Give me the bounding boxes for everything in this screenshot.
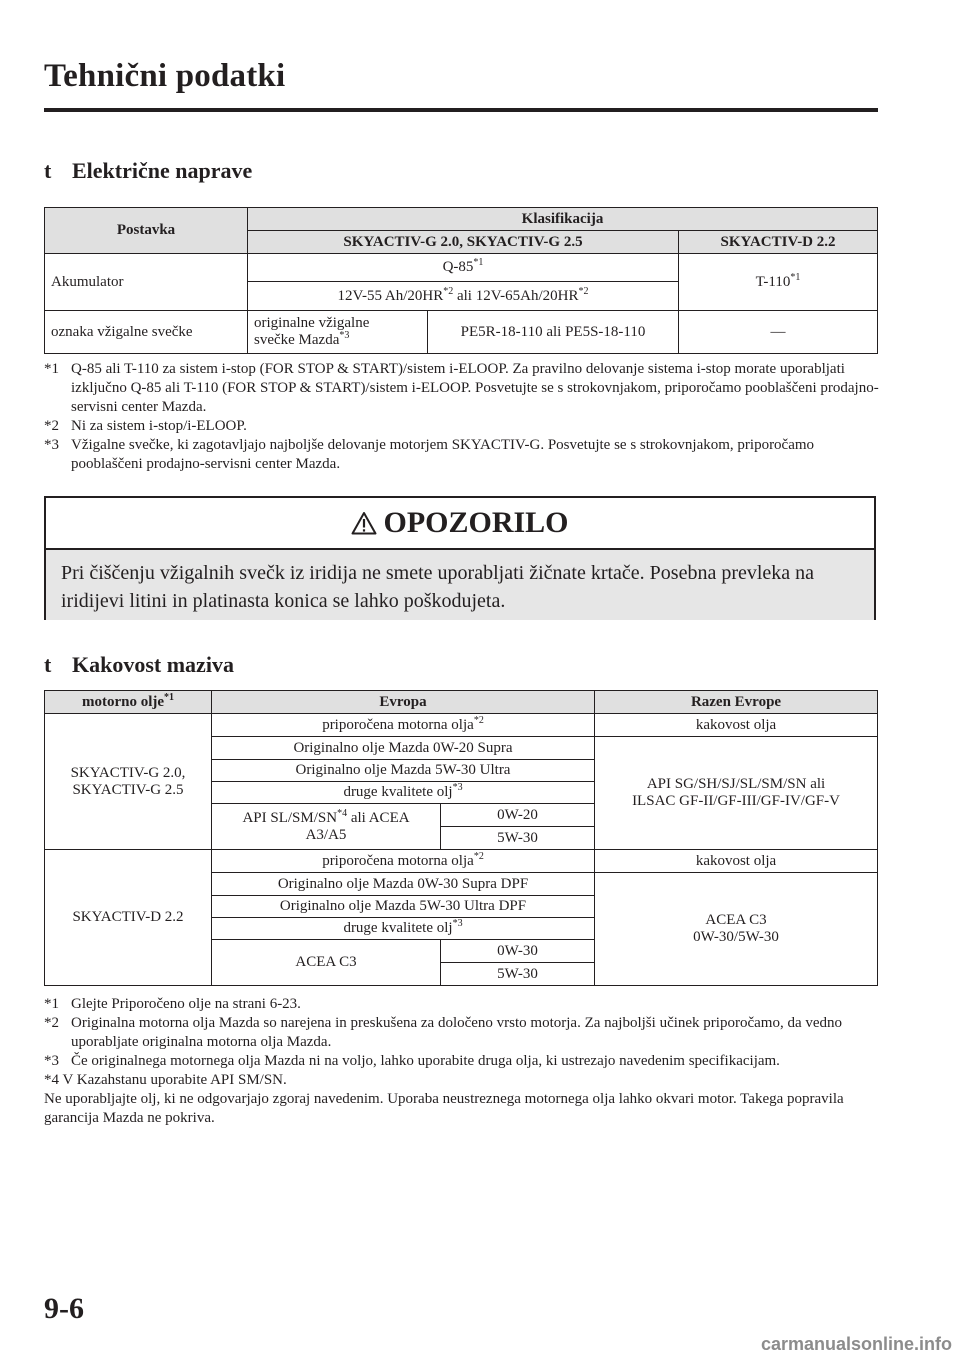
lubricant-note-1: *1 Glejte Priporočeno olje na strani 6-23. [44, 996, 301, 1012]
lubricant-note-3: *3 Če originalnega motornega olja Mazda ni na voljo, lahko uporabite druga olja, ki ustrezajo navedenim specifikacijam. [44, 1053, 780, 1069]
diesel-acea-spec: ACEA C3 [212, 940, 441, 986]
electrical-title-text: Električne naprave [72, 158, 253, 183]
warning-header [46, 498, 874, 550]
page-title: Tehnični podatki [44, 58, 286, 94]
diesel-viscosity-1: 0W-30 [441, 940, 595, 963]
electrical-head-diesel: SKYACTIV-D 2.2 [679, 231, 878, 254]
gasoline-outside-spec: API SG/SH/SJ/SL/SM/SN ali ILSAC GF-II/GF-III/GF-IV/GF-V [595, 737, 878, 850]
header-rule [44, 108, 878, 112]
spark-plug-diesel: — [679, 311, 878, 354]
electrical-section-title [44, 158, 252, 184]
section-bullet-icon: t [44, 652, 52, 677]
electrical-table [44, 207, 878, 354]
gasoline-api-spec: API SL/SM/SN$^{*4}$ ali ACEA A3/A5 [212, 804, 441, 850]
battery-diesel: T-110$^{*1}$ [679, 254, 878, 311]
lubricant-note-2: *2 Originalna motorna olja Mazda so narejena in preskušena za določeno vrsto motorja. Za najboljši učinek priporočamo, da vedno uporabljate originalna motorna olja Mazda. [44, 1015, 843, 1050]
lubricant-section-title [44, 652, 234, 678]
lubricant-notes [44, 995, 880, 1128]
gasoline-engine: SKYACTIV-G 2.0, SKYACTIV-G 2.5 [45, 714, 212, 850]
gasoline-viscosity-2: 5W-30 [441, 827, 595, 850]
warning-title: OPOZORILO [383, 506, 569, 539]
diesel-recommended: priporočena motorna olja$^{*2}$ [212, 850, 595, 873]
section-bullet-icon: t [44, 158, 52, 183]
battery-gasoline-row1: Q-85$^{*1}$ [248, 254, 679, 282]
diesel-viscosity-2: 5W-30 [441, 963, 595, 986]
electrical-head-gasoline: SKYACTIV-G 2.0, SKYACTIV-G 2.5 [248, 231, 679, 254]
warning-body: Pri čiščenju vžigalnih svečk iz iridija ne smete uporabljati žičnate krtače. Posebna prevleka na iridijevi litini in platinasta konica se lahko poškodujeta. [46, 550, 874, 620]
electrical-head-classification: Klasifikacija [248, 208, 878, 231]
electrical-note-3: *3 Vžigalne svečke, ki zagotavljajo najboljše delovanje motorjem SKYACTIV-G. Posvetujte se s strokovnjakom, priporočamo pooblaščeni prodajno-servisni center Mazda. [44, 437, 815, 472]
electrical-note-2: *2 Ni za sistem i-stop/i-ELOOP. [44, 418, 247, 434]
lubricant-closing-text: Ne uporabljajte olj, ki ne odgovarjajo zgoraj navedenim. Uporaba neustreznega motornega olja lahko okvari motor. Takega popravila garancija Mazda ne pokriva. [44, 1091, 844, 1126]
gasoline-oil-1: Originalno olje Mazda 0W-20 Supra [212, 737, 595, 760]
diesel-outside-spec: ACEA C3 0W-30/5W-30 [595, 873, 878, 986]
electrical-head-item: Postavka [45, 208, 248, 254]
watermark: carmanualsonline.info [760, 1334, 952, 1354]
battery-gasoline-row2: 12V-55 Ah/20HR$^{*2}$ ali 12V-65Ah/20HR$^{*2}$ [248, 282, 679, 311]
lubricant-head-oil: motorno olje$^{*1}$ [45, 691, 212, 714]
spark-plug-sub-label: originalne vžigalne svečke Mazda$^{*3}$ [248, 311, 428, 354]
lubricant-table [44, 690, 878, 986]
lubricant-head-europe: Evropa [212, 691, 595, 714]
warning-triangle-icon [351, 511, 377, 535]
page-number: 9-6 [44, 1292, 84, 1325]
diesel-oil-1: Originalno olje Mazda 0W-30 Supra DPF [212, 873, 595, 896]
gasoline-quality-label: kakovost olja [595, 714, 878, 737]
gasoline-oil-2: Originalno olje Mazda 5W-30 Ultra [212, 760, 595, 782]
diesel-quality-label: kakovost olja [595, 850, 878, 873]
diesel-engine: SKYACTIV-D 2.2 [45, 850, 212, 986]
electrical-note-1: *1 Q-85 ali T-110 za sistem i-stop (FOR STOP & START)/sistem i-ELOOP. Za pravilno delovanje sistema i-stop morate uporabljati izključno Q-85 ali T-110 (FOR STOP & START)/sistem i-ELOOP. Posvetujte se s strokovnjakom, priporočamo pooblaščeni prodajno-servisni center Mazda. [44, 361, 879, 415]
electrical-notes [44, 360, 880, 474]
diesel-other-oils: druge kvalitete olj$^{*3}$ [212, 918, 595, 940]
diesel-oil-2: Originalno olje Mazda 5W-30 Ultra DPF [212, 896, 595, 918]
lubricant-note-4: *4 V Kazahstanu uporabite API SM/SN. [44, 1072, 287, 1088]
battery-label: Akumulator [45, 254, 248, 311]
spark-plug-gasoline: PE5R-18-110 ali PE5S-18-110 [428, 311, 679, 354]
gasoline-other-oils: druge kvalitete olj$^{*3}$ [212, 782, 595, 804]
spark-plug-label: oznaka vžigalne svečke [45, 311, 248, 354]
lubricant-head-outside: Razen Evrope [595, 691, 878, 714]
warning-box [44, 496, 876, 620]
lubricant-title-text: Kakovost maziva [72, 652, 234, 677]
gasoline-viscosity-1: 0W-20 [441, 804, 595, 827]
gasoline-recommended: priporočena motorna olja$^{*2}$ [212, 714, 595, 737]
